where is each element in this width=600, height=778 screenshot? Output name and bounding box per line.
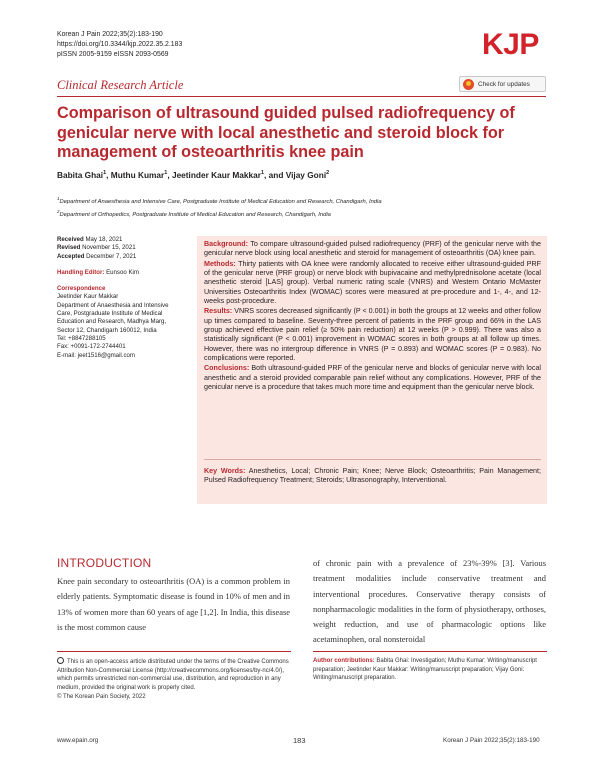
introduction-heading: INTRODUCTION bbox=[57, 556, 152, 570]
journal-citation-line: Korean J Pain 2022;35(2):183-190 bbox=[57, 31, 163, 38]
license-body: This is an open-access article distributed under the terms of the Creative Commons Attribution Non-Commercial License (http://creativecommons.org/licenses/by-nc/4.0/), which permits unrestricted non-commercial use, distribution, and reproduction in any medium, provided the original work is properly cited. bbox=[57, 659, 289, 692]
issn-line: pISSN 2005-9159 eISSN 2093-0569 bbox=[57, 51, 169, 58]
received-value: May 18, 2021 bbox=[85, 236, 123, 243]
correspondence-line: Sector 12, Chandigarh 160012, India bbox=[57, 326, 157, 334]
conclusions-label: Conclusions: bbox=[204, 364, 250, 373]
correspondence-line: Care, Postgraduate Institute of Medical bbox=[57, 310, 163, 318]
accepted-value: December 7, 2021 bbox=[86, 252, 137, 260]
affiliation-mark: 2 bbox=[57, 209, 60, 215]
contributions-divider bbox=[313, 651, 547, 652]
abstract-conclusions bbox=[204, 364, 541, 392]
methods-text: Thirty patients with OA knee were randomly allocated to receive either ultrasound-guided PRF of the genicular nerve (PRF group) or nerve block with bupivacaine and methylprednisolone acetate (local anesthetic steroid [LAS] group). Verbal numeric rating scale (VNRS) and Western Ontario McMaster Universities Osteoarthritis Index (WOMAC) scores were measured at pre-procedure and 1-, 4-, and 12-weeks post-procedure. bbox=[204, 259, 541, 306]
conclusions-text: Both ultrasound-guided PRF of the genicular nerve and blocks of genicular nerve with local anesthetic and a steroid provided comparable pain relief without any complications. However, PRF of the genicular nerve is a procedure that takes much more time and equipment than the genicular nerve block. bbox=[204, 364, 542, 392]
footer-citation: Korean J Pain 2022;35(2):183-190 bbox=[443, 737, 540, 744]
kjp-logo: KJP bbox=[482, 28, 539, 61]
abstract bbox=[204, 240, 541, 394]
abstract-divider bbox=[204, 459, 541, 460]
accepted-date bbox=[57, 253, 187, 261]
correspondence-line: Jeetinder Kaur Makkar bbox=[57, 293, 119, 301]
keywords-text: Anesthetics, Local; Chronic Pain; Knee; Nerve Block; Osteoarthritis; Pain Management; Pulsed Radiofrequency Treatment; Steroids; Ultrasonography, Interventional. bbox=[204, 467, 541, 485]
license-divider bbox=[57, 651, 291, 652]
author-contributions bbox=[313, 657, 546, 683]
author-name: Vijay Goni bbox=[285, 170, 327, 180]
correspondence-email[interactable]: E-mail: jeet1516@gmail.com bbox=[57, 351, 135, 359]
abstract-results bbox=[204, 307, 541, 363]
author-name: Muthu Kumar bbox=[110, 170, 165, 180]
check-for-updates-button[interactable] bbox=[459, 76, 546, 92]
received-label: Received bbox=[57, 236, 84, 243]
doi-link[interactable]: https://doi.org/10.3344/kjp.2022.35.2.183 bbox=[57, 41, 183, 48]
footer-website[interactable]: www.epain.org bbox=[57, 737, 99, 744]
author-separator: , and bbox=[264, 170, 286, 180]
contributions-text: Babita Ghai: Investigation; Muthu Kumar: Writing/manuscript preparation; Jeetinder Kaur Makkar: Writing/manuscript preparation; Vijay Goni: Writing/manuscript preparation. bbox=[313, 658, 537, 682]
background-label: Background: bbox=[204, 240, 249, 248]
journal-info bbox=[57, 30, 182, 60]
received-date bbox=[57, 236, 187, 244]
author-name: Babita Ghai bbox=[57, 170, 104, 180]
author-name: Jeetinder Kaur Makkar bbox=[171, 170, 261, 180]
license-text bbox=[57, 657, 290, 693]
abstract-methods bbox=[204, 260, 541, 307]
correspondence-fax: Fax: +0091-172-2744401 bbox=[57, 343, 126, 351]
correspondence-heading: Correspondence bbox=[57, 285, 106, 293]
author-separator: , bbox=[106, 170, 111, 180]
correspondence-line: Education and Research, Madhya Marg, bbox=[57, 318, 167, 326]
keywords-label: Key Words: bbox=[204, 467, 246, 475]
affiliation-text: Department of Anaesthesia and Intensive Care, Postgraduate Institute of Medical Education and Research, Chandigarh, India bbox=[59, 198, 382, 205]
correspondence-phone: Tel: +8847288105 bbox=[57, 334, 106, 342]
affiliation-mark: 1 bbox=[57, 196, 60, 201]
editor-label: Handling Editor: bbox=[57, 268, 105, 276]
author-separator: , bbox=[167, 170, 172, 180]
introduction-text-right: of chronic pain with a prevalence of 23%-39% [3]. Various treatment modalities include conservative treatment and interventional procedures. Conservative therapy consists of nonpharmacologic modalities in the form of physiotherapy, orthoses, weight reduction, and use of pharmacologic options like acetaminophen, oral nonsteroidal bbox=[313, 558, 546, 645]
affiliation-line bbox=[57, 194, 382, 207]
introduction-text-left: Knee pain secondary to osteoarthritis (OA) is a common problem in elderly patients. Symptomatic disease is found in 10% of men and in 13% of women more than 60 years of age [1,2]. In India, this disease is the most common cause bbox=[57, 576, 290, 632]
header-divider bbox=[57, 96, 546, 97]
results-label: Results: bbox=[204, 307, 233, 316]
article-type: Clinical Research Article bbox=[57, 78, 184, 92]
revised-date bbox=[57, 244, 187, 252]
author-affiliation-mark: 1 bbox=[164, 170, 168, 177]
cc-icon bbox=[57, 657, 64, 664]
copyright: © The Korean Pain Society, 2022 bbox=[57, 693, 146, 700]
background-text: To compare ultrasound-guided pulsed radiofrequency (PRF) of the genicular nerve with the genicular nerve block using local anesthetic and steroid for management of osteoarthritis (OA) knee pain. bbox=[204, 240, 541, 258]
accepted-label: Accepted bbox=[57, 252, 85, 260]
handling-editor bbox=[57, 269, 187, 277]
author-affiliation-mark: 1 bbox=[260, 170, 265, 177]
results-text: VNRS scores decreased significantly (P < 0.001) in both the groups at 12 weeks and other follow up times compared to baseline. Seventy-three percent of patients in the PRF group and 66% in the LAS group achieved effective pain relief (≥ 50% pain reduction) at 12 weeks (P > 0.999). There was also a statistically significant (P < 0.001) improvement in WOMAC scores in both groups at all follow up times. However, there was no intergroup difference in VNRS (P = 0.893) and WOMAC scores (P = 0.983). No complications were reported. bbox=[204, 307, 541, 363]
editor-value: Eunsoo Kim bbox=[106, 268, 139, 276]
license-note bbox=[57, 657, 290, 702]
author-affiliation-mark: 1 bbox=[103, 170, 107, 177]
keywords bbox=[204, 467, 541, 486]
author-list bbox=[57, 170, 329, 180]
abstract-background bbox=[204, 240, 541, 259]
check-for-updates-label: Check for updates bbox=[478, 80, 530, 88]
crossmark-icon bbox=[463, 79, 474, 90]
article-metadata bbox=[57, 236, 187, 360]
affiliation-text: Department of Orthopedics, Postgraduate Institute of Medical Education and Research, Chandigarh, India bbox=[59, 212, 331, 219]
contributions-label: Author contributions: bbox=[313, 658, 375, 664]
page-number: 183 bbox=[293, 736, 306, 745]
correspondence-line: Department of Anaesthesia and Intensive bbox=[57, 301, 169, 309]
revised-label: Revised bbox=[57, 244, 81, 252]
affiliations bbox=[57, 194, 382, 220]
affiliation-line bbox=[57, 207, 382, 220]
author-affiliation-mark: 2 bbox=[326, 170, 330, 177]
methods-label: Methods: bbox=[204, 259, 236, 268]
revised-value: November 15, 2021 bbox=[82, 244, 136, 252]
article-title: Comparison of ultrasound guided pulsed radiofrequency of genicular nerve with local anesthetic and steroid block for management of osteoarthritis knee pain bbox=[57, 104, 515, 161]
